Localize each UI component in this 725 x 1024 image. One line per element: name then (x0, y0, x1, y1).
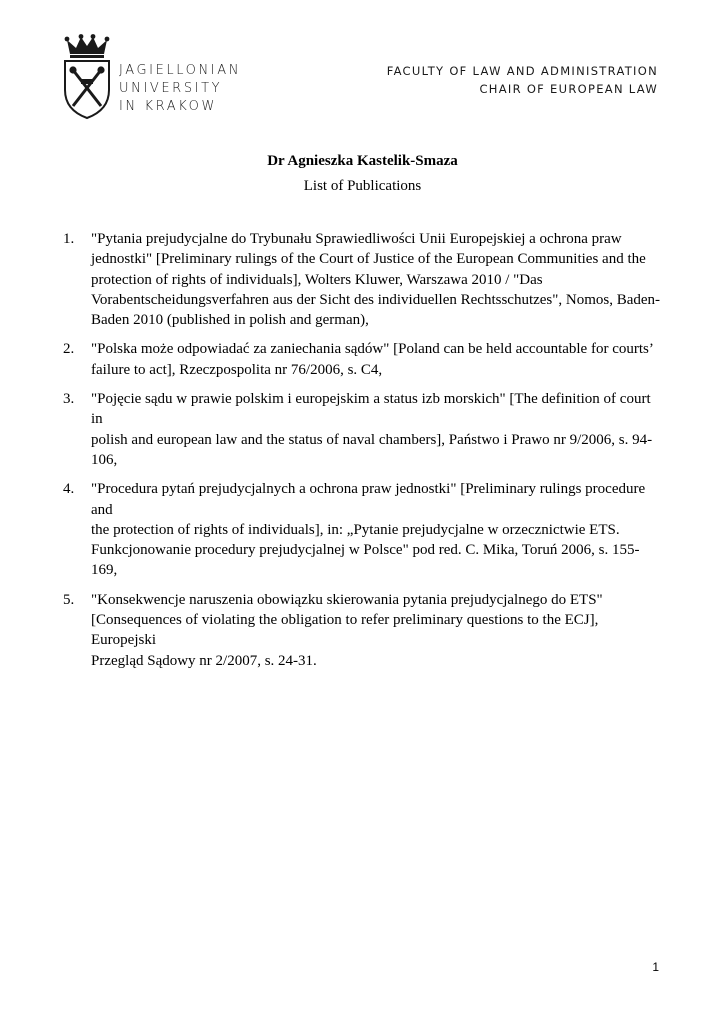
university-name-line: IN KRAKOW (119, 99, 217, 114)
publication-line: "Pytania prejudycjalne do Trybunału Sprawiedliwości Unii Europejskiej a ochrona praw (91, 231, 622, 247)
publication-line: "Pojęcie sądu w prawie polskim i europejskim a status izb morskich" [The definition of court in (91, 391, 651, 428)
chair-name: CHAIR OF EUROPEAN LAW (479, 82, 658, 96)
publication-item (63, 590, 663, 671)
publication-line: "Konsekwencje naruszenia obowiązku skierowania pytania prejudycjalnego do ETS" (91, 591, 603, 608)
publication-line: Vorabentscheidungsverfahren aus der Sicht des individuellen Rechtsschutzes", Nomos, Baden- (91, 291, 661, 308)
publication-number: 1. (63, 231, 75, 247)
publication-line: polish and european law and the status of naval chambers], Państwo i Prawo nr 9/2006, s. 94- (91, 431, 653, 448)
publication-number: 5. (63, 591, 75, 608)
publication-line: [Consequences of violating the obligation to refer preliminary questions to the ECJ], Europejski (91, 612, 599, 649)
publication-line: Przegląd Sądowy nr 2/2007, s. 24-31. (91, 652, 317, 669)
faculty-header (387, 62, 658, 98)
university-name-line: UNIVERSITY (119, 81, 223, 96)
publication-line: "Polska może odpowiadać za zaniechania sądów" [Poland can be held accountable for courts’ (91, 341, 654, 358)
publication-line: the protection of rights of individuals], in: „Pytanie prejudycjalne w orzecznictwie ETS. (91, 521, 620, 538)
publication-list (63, 229, 663, 680)
publication-number: 2. (63, 341, 75, 358)
publication-line: Funkcjonowanie procedury prejudycjalnej w Polsce" pod red. C. Mika, Toruń 2006, s. 155-169, (91, 542, 640, 579)
page-number: 1 (652, 960, 659, 974)
author-name: Dr Agnieszka Kastelik-Smaza (267, 153, 458, 169)
faculty-name: FACULTY OF LAW AND ADMINISTRATION (386, 64, 658, 78)
publication-line: Baden 2010 (published in polish and german), (91, 312, 369, 329)
publication-item (63, 339, 663, 380)
publication-line: protection of rights of individuals], Wolters Kluwer, Warszawa 2010 / "Das (91, 271, 543, 288)
publication-item (63, 389, 663, 470)
university-crest-logo (62, 34, 112, 120)
publication-line: failure to act], Rzeczpospolita nr 76/2006, s. C4, (91, 361, 383, 378)
university-name (119, 62, 241, 116)
publication-line: 106, (91, 451, 118, 468)
publication-number: 4. (63, 481, 75, 498)
publication-item (63, 479, 663, 580)
publication-item (63, 229, 663, 330)
publication-line: "Procedura pytań prejudycjalnych a ochrona praw jednostki" [Preliminary rulings procedure and (91, 481, 646, 518)
publication-number: 3. (63, 391, 75, 408)
university-name-line: JAGIELLONIAN (119, 63, 242, 78)
publication-line: jednostki" [Preliminary rulings of the Court of Justice of the European Communities and the (91, 251, 646, 268)
document-subtitle: List of Publications (303, 178, 422, 194)
